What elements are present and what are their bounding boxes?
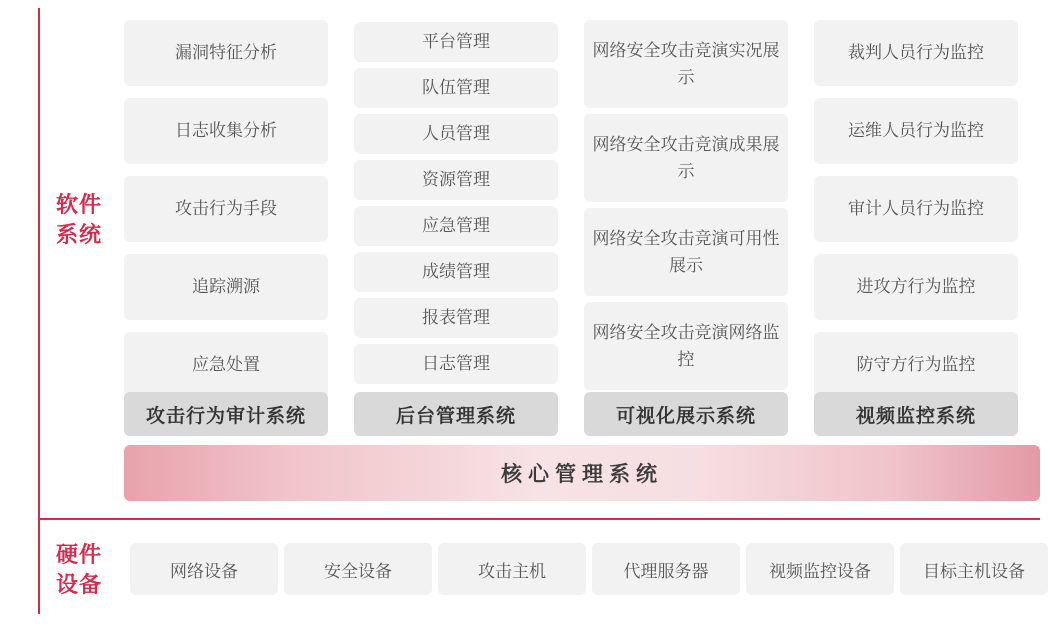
hardware-box[interactable]: 代理服务器	[592, 543, 740, 595]
module-box[interactable]: 应急处置	[124, 332, 328, 398]
module-box[interactable]: 进攻方行为监控	[814, 254, 1018, 320]
section-divider-rule	[38, 518, 1040, 520]
module-box[interactable]: 日志收集分析	[124, 98, 328, 164]
system-label-box[interactable]: 攻击行为审计系统	[124, 392, 328, 436]
hardware-box[interactable]: 目标主机设备	[900, 543, 1048, 595]
system-label-box[interactable]: 视频监控系统	[814, 392, 1018, 436]
module-box[interactable]: 日志管理	[354, 344, 558, 384]
core-management-bar[interactable]: 核心管理系统	[124, 445, 1040, 501]
module-box[interactable]: 审计人员行为监控	[814, 176, 1018, 242]
section-label-hardware	[40, 540, 118, 600]
module-box[interactable]: 漏洞特征分析	[124, 20, 328, 86]
section-label-hardware-line1: 硬件	[55, 542, 102, 567]
section-label-software-line2: 系统	[55, 222, 102, 247]
hardware-box[interactable]: 攻击主机	[438, 543, 586, 595]
left-accent-rule	[38, 8, 40, 614]
hardware-box[interactable]: 安全设备	[284, 543, 432, 595]
module-box[interactable]: 平台管理	[354, 22, 558, 62]
module-box[interactable]: 攻击行为手段	[124, 176, 328, 242]
module-box[interactable]: 网络安全攻击竞演网络监控	[584, 302, 788, 390]
module-box[interactable]: 追踪溯源	[124, 254, 328, 320]
module-box[interactable]: 运维人员行为监控	[814, 98, 1018, 164]
module-box[interactable]: 防守方行为监控	[814, 332, 1018, 398]
module-box[interactable]: 人员管理	[354, 114, 558, 154]
module-box[interactable]: 报表管理	[354, 298, 558, 338]
section-label-software-line1: 软件	[55, 192, 102, 217]
section-label-software	[40, 190, 118, 250]
module-box[interactable]: 队伍管理	[354, 68, 558, 108]
module-box[interactable]: 网络安全攻击竞演可用性展示	[584, 208, 788, 296]
module-box[interactable]: 资源管理	[354, 160, 558, 200]
module-box[interactable]: 网络安全攻击竞演实况展示	[584, 20, 788, 108]
hardware-box[interactable]: 网络设备	[130, 543, 278, 595]
hardware-box[interactable]: 视频监控设备	[746, 543, 894, 595]
system-label-box[interactable]: 可视化展示系统	[584, 392, 788, 436]
module-box[interactable]: 网络安全攻击竞演成果展示	[584, 114, 788, 202]
section-label-hardware-line2: 设备	[55, 572, 102, 597]
module-box[interactable]: 成绩管理	[354, 252, 558, 292]
module-box[interactable]: 裁判人员行为监控	[814, 20, 1018, 86]
module-box[interactable]: 应急管理	[354, 206, 558, 246]
system-label-box[interactable]: 后台管理系统	[354, 392, 558, 436]
